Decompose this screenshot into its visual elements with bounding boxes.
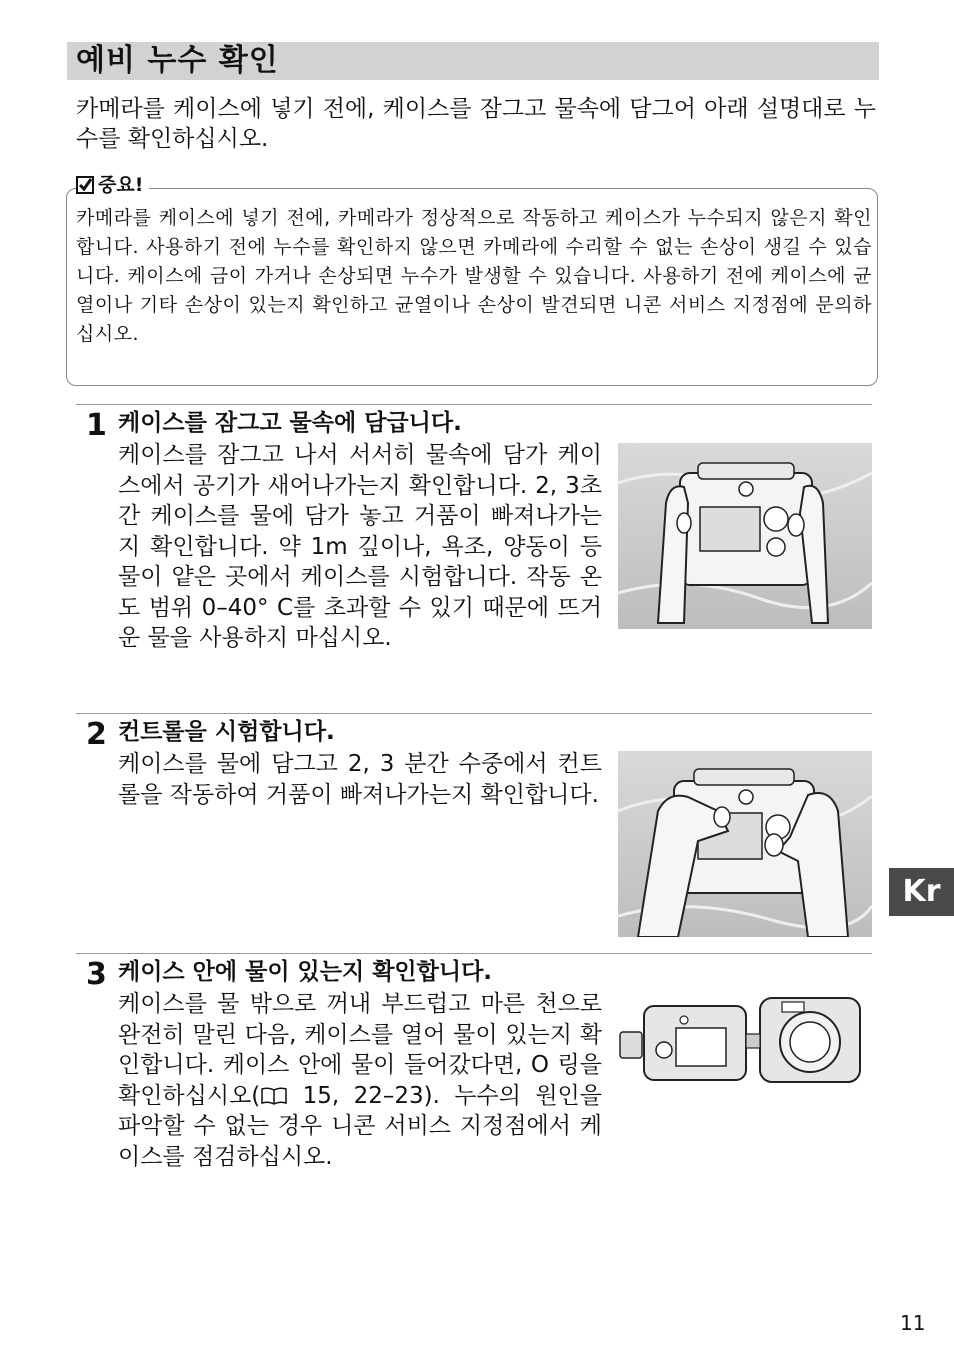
page-reference-book-icon (260, 1087, 288, 1105)
camera-submerge-illustration (618, 443, 872, 629)
step-2-body: 케이스를 물에 담그고 2, 3 분간 수중에서 컨트롤을 작동하여 거품이 빠져나가는지 확인합니다. (118, 751, 602, 808)
important-note-body: 카메라를 케이스에 넣기 전에, 카메라가 정상적으로 작동하고 케이스가 누수되지 않은지 확인합니다. 사용하기 전에 누수를 확인하지 않으면 카메라에 수리할 수 없는 손상이 생길 수 있습니다. 케이스에 금이 가거나 손상되면 누수가 발생할 수 있습니다. 사용하기 전에 케이스에 균열이나 기타 손상이 있는지 확인하고 균열이나 손상이 발견되면 니콘 서비스 지정점에 문의하십시오. (76, 207, 872, 345)
step-3-body-text-post: 15, 22–23). 누수의 원인을 파악할 수 없는 경우 니콘 서비스 지정점에서 케이스를 점검하십시오. (118, 1082, 602, 1170)
language-tab: Kr (889, 868, 954, 916)
step-3-heading: 케이스 안에 물이 있는지 확인합니다. (118, 959, 493, 985)
important-note-label: 중요! (98, 174, 144, 196)
important-note-heading (76, 172, 149, 198)
step-1-heading: 케이스를 잠그고 물속에 담급니다. (118, 410, 462, 436)
step-2-number: 2 (86, 717, 107, 752)
step-3-body-text-pre: 케이스를 물 밖으로 꺼내 부드럽고 마른 천으로 완전히 말린 다음, 케이스를 열어 물이 있는지 확인합니다. 케이스 안에 물이 들어갔다면, O 링을 확인하십시오( (118, 991, 602, 1109)
step-3-number: 3 (86, 957, 107, 992)
step-1-divider (76, 404, 872, 405)
open-case-illustration (614, 990, 874, 1086)
step-1-body: 케이스를 잠그고 나서 서서히 물속에 담가 케이스에서 공기가 새어나가는지 확인합니다. 2, 3초간 케이스를 물에 담가 놓고 거품이 빠져나가는지 확인합니다. 약 1m 깊이나, 욕조, 양동이 등 물이 얕은 곳에서 케이스를 시험합니다. 작동 온도 범위 0–40° C를 초과할 수 있기 때문에 뜨거운 물을 사용하지 마십시오. (118, 442, 602, 651)
step-2-divider (76, 713, 872, 714)
intro-text: 카메라를 케이스에 넣기 전에, 케이스를 잠그고 물속에 담그어 아래 설명대로 누수를 확인하십시오. (76, 96, 876, 152)
control-test-illustration (618, 751, 872, 937)
page-number: 11 (900, 1311, 926, 1335)
step-1-number: 1 (86, 408, 107, 443)
checkbox-icon (76, 176, 94, 194)
step-3-divider (76, 953, 872, 954)
step-2-heading: 컨트롤을 시험합니다. (118, 719, 335, 745)
step-3-body (118, 989, 602, 1172)
page-title: 예비 누수 확인 (76, 43, 279, 78)
